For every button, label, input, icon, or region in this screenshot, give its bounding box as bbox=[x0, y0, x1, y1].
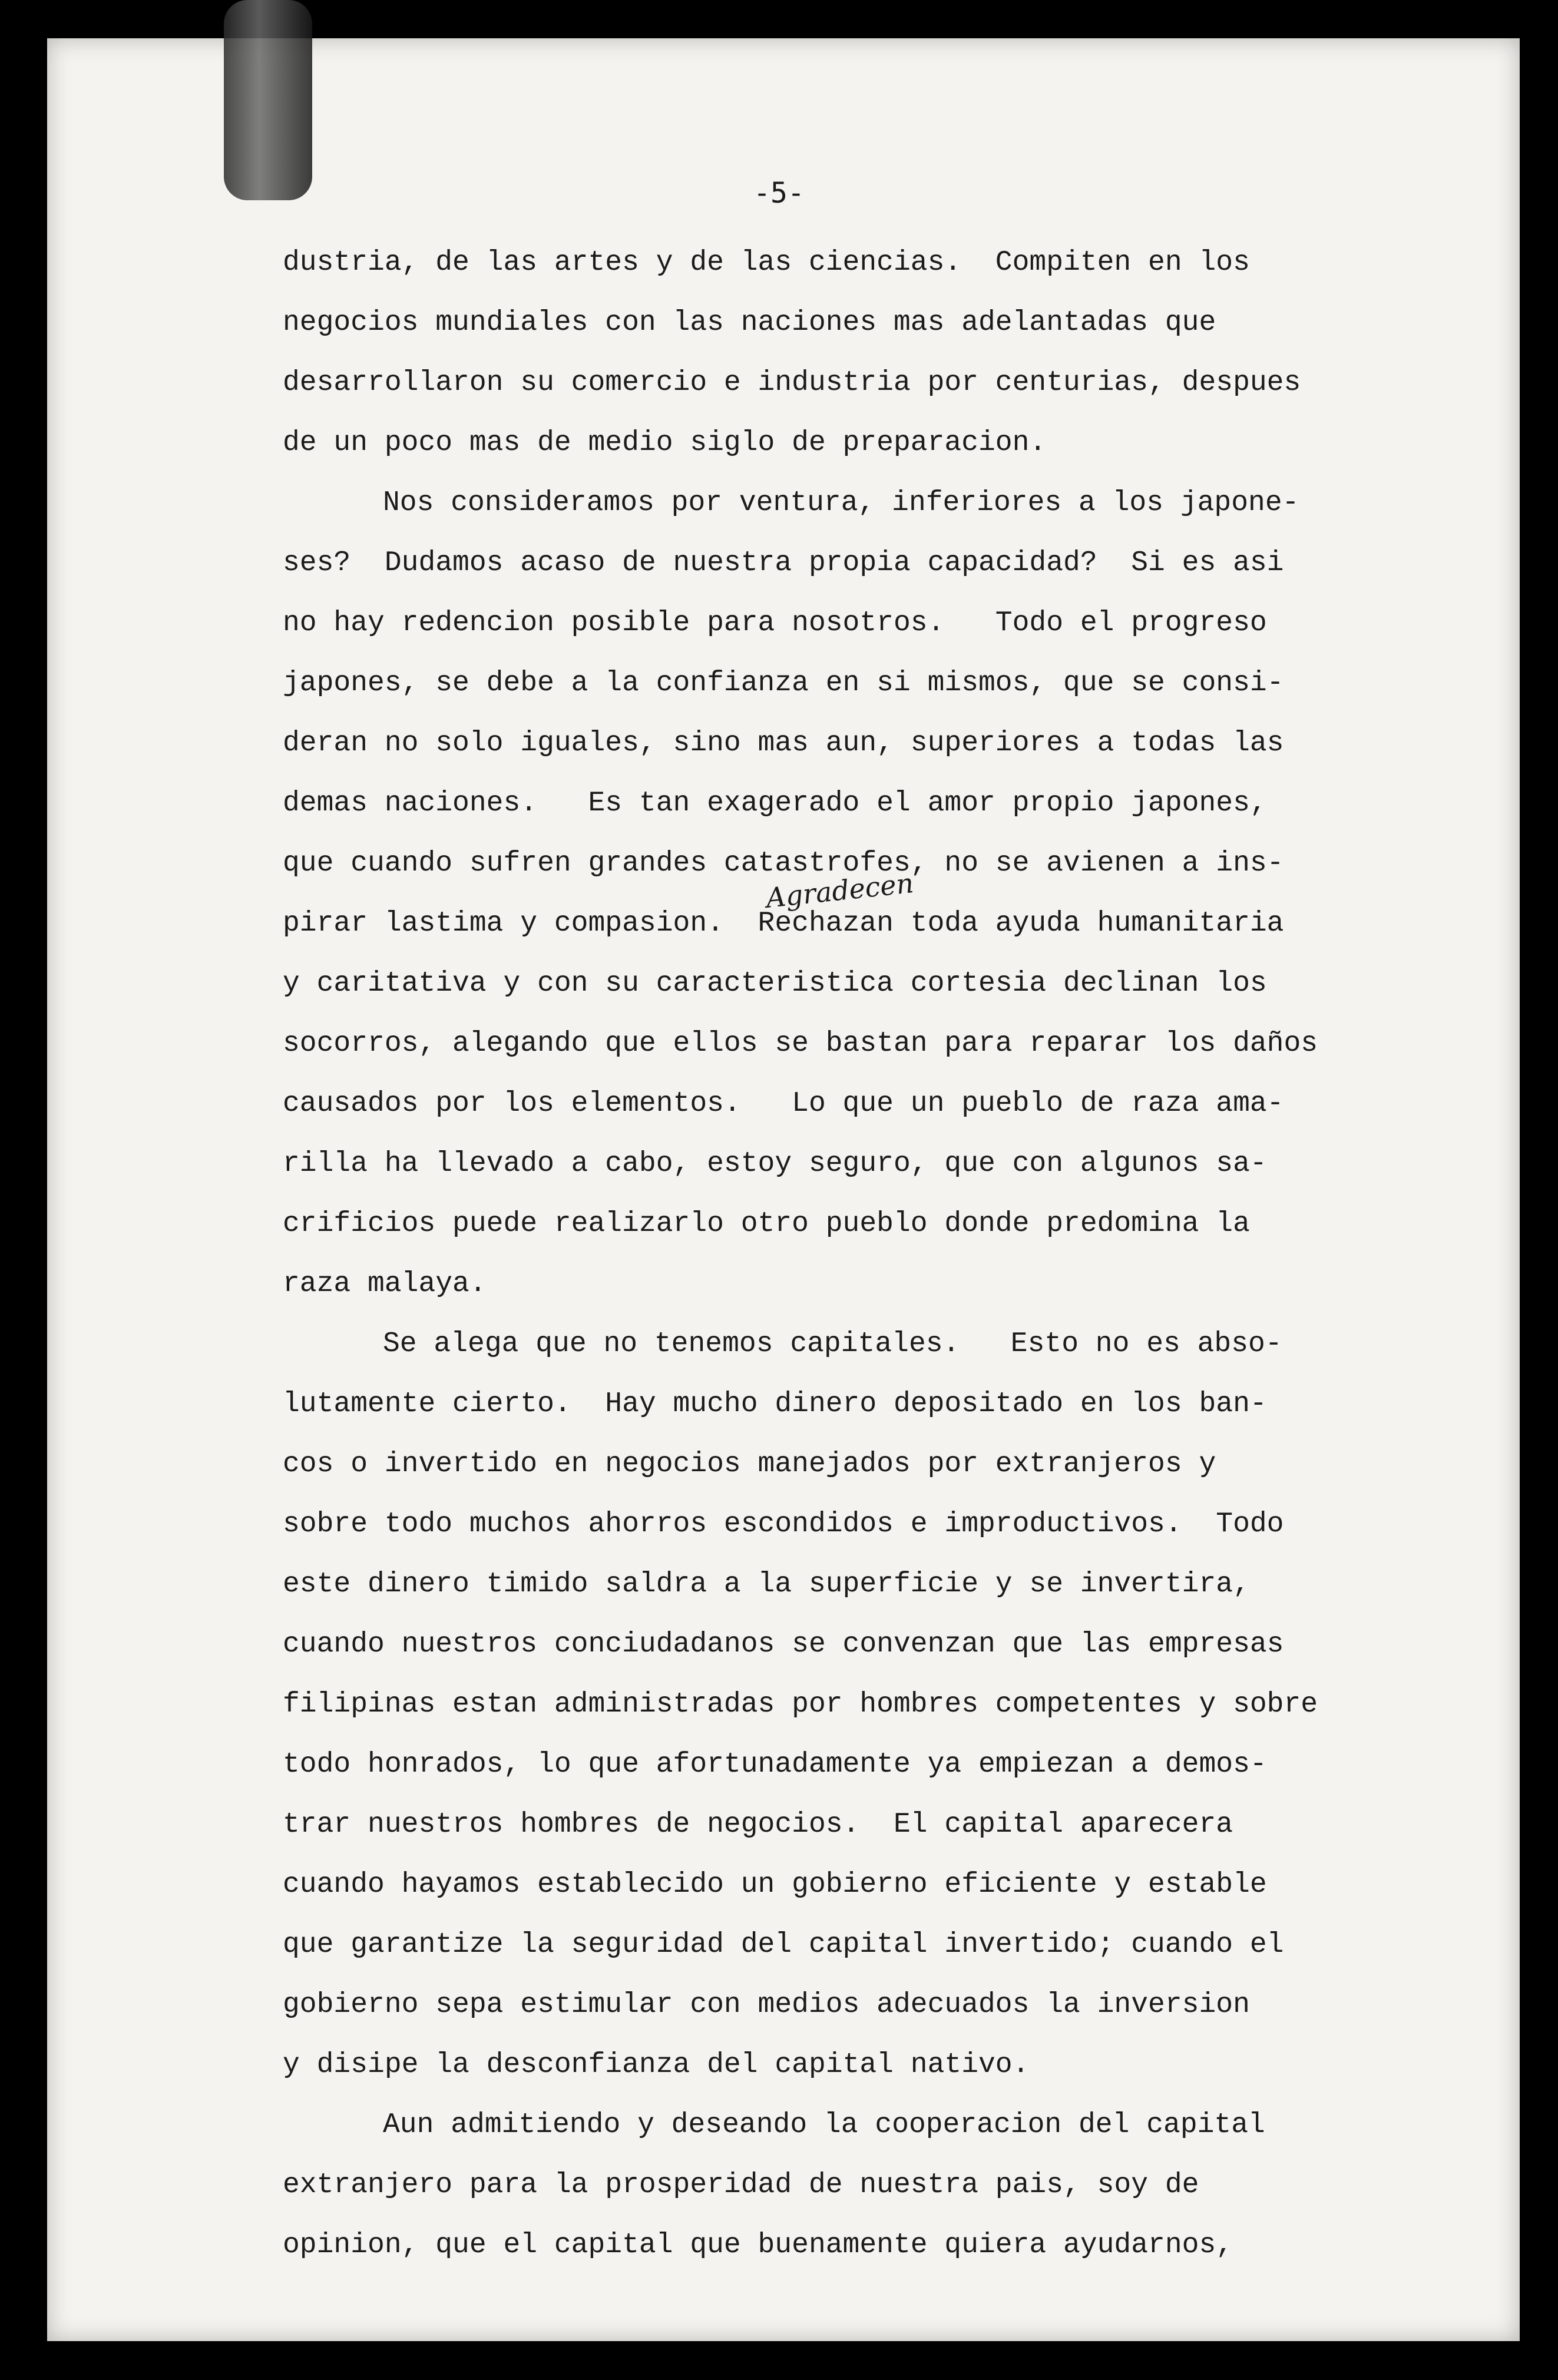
text-line: que cuando sufren grandes catastrofes, no se avienen a ins- bbox=[283, 848, 1284, 879]
text-line: socorros, alegando que ellos se bastan para reparar los daños bbox=[283, 1028, 1318, 1060]
handwritten-correction: Agradecen bbox=[764, 867, 915, 914]
text-line: demas naciones. Es tan exagerado el amor propio japones, bbox=[283, 787, 1267, 819]
text-line: todo honrados, lo que afortunadamente ya empiezan a demos- bbox=[283, 1749, 1267, 1780]
text-line: raza malaya. bbox=[283, 1268, 487, 1300]
text-line: y disipe la desconfianza del capital nativo. bbox=[283, 2049, 1030, 2081]
text-line: Nos consideramos por ventura, inferiores a los japone- bbox=[383, 487, 1299, 519]
text-line: gobierno sepa estimular con medios adecuados la inversion bbox=[283, 1989, 1250, 2021]
text-line: que garantize la seguridad del capital invertido; cuando el bbox=[283, 1929, 1284, 1961]
text-line: pirar lastima y compasion. Rechazan toda ayuda humanitaria bbox=[283, 908, 1284, 939]
text-line: no hay redencion posible para nosotros. Todo el progreso bbox=[283, 607, 1267, 639]
text-line: este dinero timido saldra a la superficie y se invertira, bbox=[283, 1568, 1250, 1600]
text-line: sobre todo muchos ahorros escondidos e improductivos. Todo bbox=[283, 1508, 1284, 1540]
page-number: -5- bbox=[753, 177, 805, 210]
text-line: cuando hayamos establecido un gobierno eficiente y estable bbox=[283, 1869, 1267, 1901]
text-line: negocios mundiales con las naciones mas adelantadas que bbox=[283, 307, 1216, 339]
text-line: crificios puede realizarlo otro pueblo donde predomina la bbox=[283, 1208, 1250, 1240]
text-line: cos o invertido en negocios manejados por extranjeros y bbox=[283, 1448, 1216, 1480]
text-line: desarrollaron su comercio e industria por centurias, despues bbox=[283, 367, 1301, 399]
text-line: Aun admitiendo y deseando la cooperacion del capital bbox=[383, 2109, 1265, 2141]
text-line: extranjero para la prosperidad de nuestra pais, soy de bbox=[283, 2169, 1199, 2201]
text-line: Se alega que no tenemos capitales. Esto no es abso- bbox=[383, 1328, 1282, 1360]
text-line: lutamente cierto. Hay mucho dinero depositado en los ban- bbox=[283, 1388, 1267, 1420]
text-line: japones, se debe a la confianza en si mismos, que se consi- bbox=[283, 667, 1284, 699]
text-line: dustria, de las artes y de las ciencias. Compiten en los bbox=[283, 247, 1250, 279]
text-line: deran no solo iguales, sino mas aun, superiores a todas las bbox=[283, 727, 1284, 759]
text-line: causados por los elementos. Lo que un pueblo de raza ama- bbox=[283, 1088, 1284, 1120]
text-line: filipinas estan administradas por hombres competentes y sobre bbox=[283, 1689, 1318, 1720]
text-line: cuando nuestros conciudadanos se convenzan que las empresas bbox=[283, 1628, 1284, 1660]
text-line: y caritativa y con su caracteristica cortesia declinan los bbox=[283, 968, 1267, 999]
text-line: opinion, que el capital que buenamente quiera ayudarnos, bbox=[283, 2229, 1233, 2261]
text-line: ses? Dudamos acaso de nuestra propia capacidad? Si es asi bbox=[283, 547, 1284, 579]
paper-clip bbox=[224, 0, 312, 200]
text-line: de un poco mas de medio siglo de preparacion. bbox=[283, 427, 1047, 459]
text-line: trar nuestros hombres de negocios. El capital aparecera bbox=[283, 1809, 1233, 1841]
text-line: rilla ha llevado a cabo, estoy seguro, que con algunos sa- bbox=[283, 1148, 1267, 1180]
document-body bbox=[283, 233, 1390, 2275]
